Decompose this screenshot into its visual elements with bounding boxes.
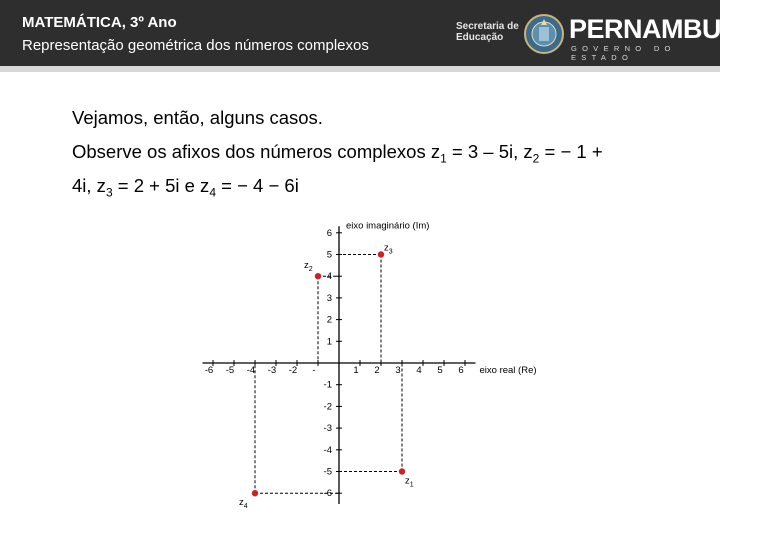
statement-line-1: Observe os afixos dos números complexos $z_1 = 3 - 5i$, $z_2$ = − 1 + [72,141,603,166]
x-tick-label: -2 [288,365,298,376]
x-tick-label: -4 [246,365,256,376]
governo-estado-text: GOVERNO DO ESTADO [571,44,676,62]
y-tick-label: -2 [323,401,332,413]
point-label-z2: $z_2$ [304,260,313,274]
x-tick-label: 3 [395,365,401,376]
statement-line-2: 4i, $z_3 = 2 + 5i$ e $z_4$ = − 4 − 6i [72,175,299,200]
y-tick-label: -4 [323,444,332,456]
x-tick-label: 2 [374,365,380,376]
x-tick-label: 5 [437,365,443,376]
point-label-z3: $z_3$ [384,242,393,256]
y-tick-label: -6 [323,488,332,500]
x-tick-label: -6 [204,365,214,376]
intro-text: Vejamos, então, alguns casos. [72,107,323,128]
point-z4 [252,490,258,496]
y-tick-label: 5 [326,249,332,261]
y-tick-label: 1 [326,336,332,348]
y-tick-label: -1 [323,379,332,391]
x-tick-label: 6 [458,365,464,376]
slide-topic-title: Representação geométrica dos números complexos [22,37,369,54]
y-tick-label: 4 [326,271,332,283]
y-tick-label: 6 [326,227,332,239]
x-tick-label: - [312,365,316,376]
secretaria-educacao-logo: Secretaria de Educação [456,21,519,43]
y-axis-label: eixo imaginário (Im) [346,220,430,232]
pernambuco-logo-text: PERNAMBUCO [569,14,761,44]
point-z2 [315,273,321,279]
slide-subject-title: MATEMÁTICA, 3º Ano [22,14,177,31]
x-tick-label: -3 [267,365,277,376]
x-tick-label: -5 [225,365,235,376]
y-tick-label: 2 [326,314,332,326]
x-axis-label: eixo real (Re) [479,365,537,376]
point-label-z1: $z_1$ [405,475,414,489]
y-tick-label: -5 [323,466,332,478]
point-label-z4: $z_4$ [239,497,248,511]
point-z1 [399,468,405,474]
x-tick-label: 1 [353,365,359,376]
y-tick-label: -3 [323,423,332,435]
y-tick-label: 3 [326,292,332,304]
x-tick-label: 4 [416,365,422,376]
